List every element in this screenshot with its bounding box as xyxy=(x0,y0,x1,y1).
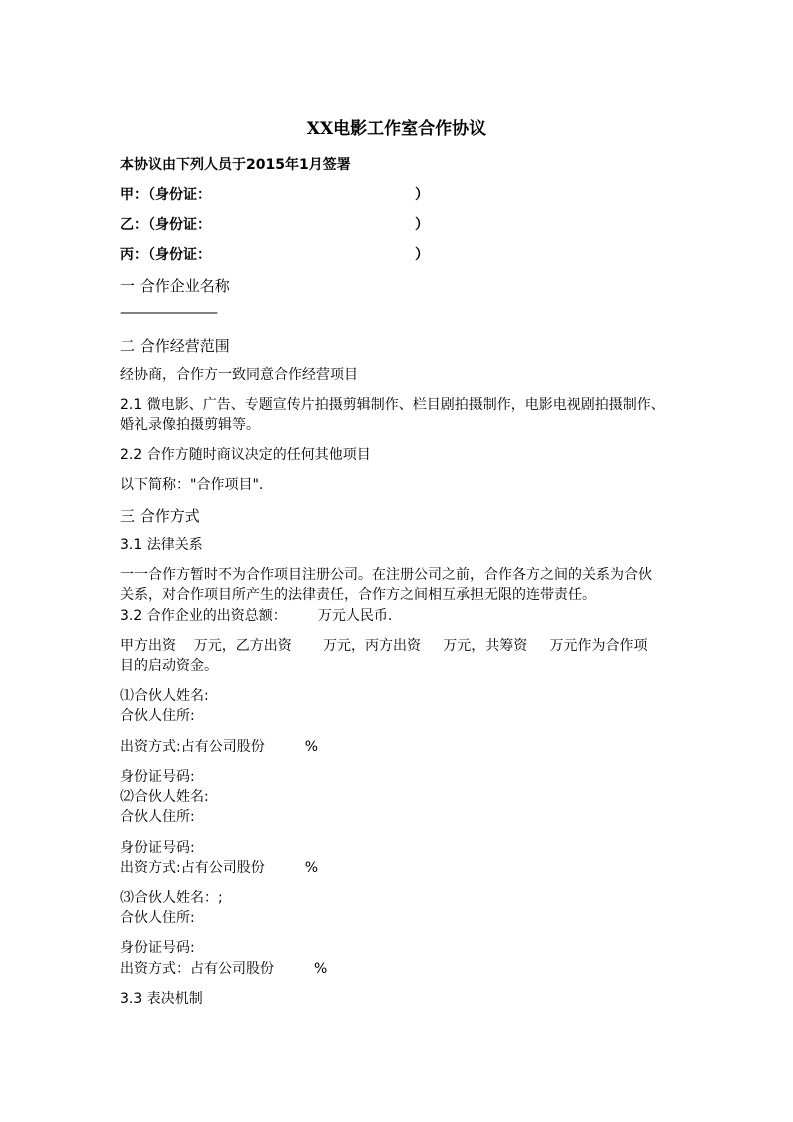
partner-1-id: 身份证号码: xyxy=(120,769,195,785)
scope-abbrev: 以下简称："合作项目". xyxy=(120,477,264,493)
company-name-blank: ———————— xyxy=(120,305,216,321)
party-b-label: 乙：（身份证： xyxy=(120,217,211,233)
clause-3-3: 3.3 表决机制 xyxy=(120,991,203,1007)
scope-2-2: 2.2 合作方随时商议决定的任何其他项目 xyxy=(120,447,371,463)
section-2-heading: 二 合作经营范围 xyxy=(120,337,230,355)
partner-3-address: 合伙人住所: xyxy=(120,910,195,926)
partner-3-id: 身份证号码: xyxy=(120,940,195,956)
party-a-close: ） xyxy=(415,187,429,203)
clause-3-2: 3.2 合作企业的出资总额： 万元人民币. xyxy=(120,608,393,624)
clause-3-1-line2: 关系，对合作项目所产生的法律责任，合作方之间相互承担无限的连带责任。 xyxy=(120,587,596,603)
section-3-heading: 三 合作方式 xyxy=(120,507,200,525)
scope-intro: 经协商，合作方一致同意合作经营项目 xyxy=(120,367,358,383)
partner-1-share: 出资方式:占有公司股份 % xyxy=(120,739,319,755)
party-c-close: ） xyxy=(415,247,429,263)
clause-3-1-line1: 一一合作方暂时不为合作项目注册公司。在注册公司之前，合作各方之间的关系为合伙 xyxy=(120,567,652,583)
partner-1-address: 合伙人住所: xyxy=(120,708,195,724)
scope-2-1-line1: 2.1 微电影、广告、专题宣传片拍摄剪辑制作、栏目剧拍摄制作，电影电视剧拍摄制作、 xyxy=(120,397,665,413)
partner-3-name: ⑶合伙人姓名：; xyxy=(120,890,223,906)
party-b-close: ） xyxy=(415,217,429,233)
partner-1-name: ⑴合伙人姓名: xyxy=(120,688,209,704)
partner-2-id: 身份证号码: xyxy=(120,840,195,856)
partner-2-name: ⑵合伙人姓名: xyxy=(120,789,209,805)
partner-2-address: 合伙人住所: xyxy=(120,809,195,825)
document-title: XX电影工作室合作协议 xyxy=(306,119,487,139)
scope-2-1-line2: 婚礼录像拍摄剪辑等。 xyxy=(120,417,260,433)
intro-line: 本协议由下列人员于2015年1月签署 xyxy=(120,157,351,173)
clause-3-2-line1: 甲方出资 万元，乙方出资 万元，丙方出资 万元，共筹资 万元作为合作项 xyxy=(120,638,648,654)
partner-3-share: 出资方式：占有公司股份 % xyxy=(120,961,328,977)
section-1-heading: 一 合作企业名称 xyxy=(120,277,230,295)
party-c-label: 丙：（身份证： xyxy=(120,247,211,263)
clause-3-2-line2: 目的启动资金。 xyxy=(120,658,218,674)
partner-2-share: 出资方式:占有公司股份 % xyxy=(120,860,319,876)
party-a-label: 甲：（身份证： xyxy=(120,187,211,203)
clause-3-1: 3.1 法律关系 xyxy=(120,537,203,553)
